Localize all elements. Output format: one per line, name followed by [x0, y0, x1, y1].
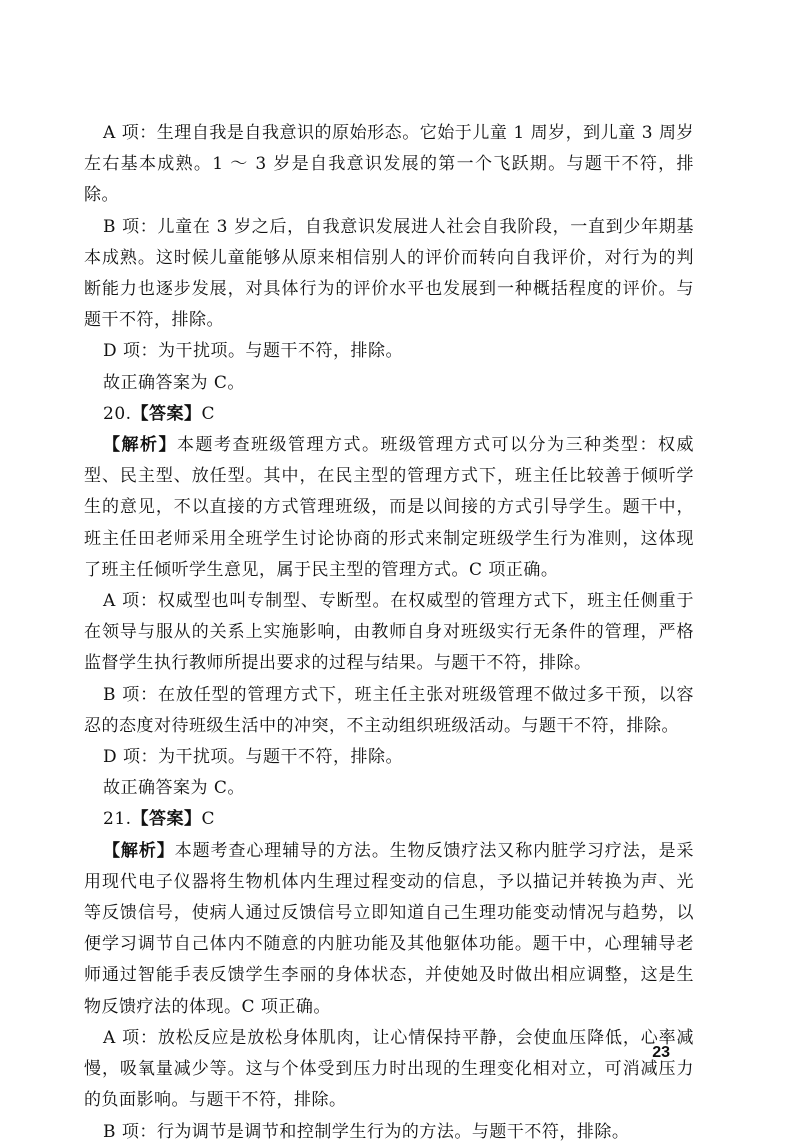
- page-number: 23: [652, 1044, 670, 1061]
- question-20-option-b: B 项：在放任型的管理方式下，班主任主张对班级管理不做过多干预，以容忍的态度对待班级生活中的冲突，不主动组织班级活动。与题干不符，排除。: [84, 684, 694, 736]
- paragraph-a-physical-self: A 项：生理自我是自我意识的原始形态。它始于儿童 1 周岁，到儿童 3 周岁左右基本成熟。1 ～ 3 岁是自我意识发展的第一个飞跃期。与题干不符，排除。: [84, 123, 694, 206]
- question-20-option-d: D 项：为干扰项。与题干不符，排除。: [103, 747, 404, 768]
- question-20-answer-label: 【答案】: [131, 403, 202, 424]
- question-20-summary: 故正确答案为 C。: [103, 778, 245, 799]
- question-21-answer-label: 【答案】: [131, 809, 202, 830]
- question-20-option-a: A 项：权威型也叫专制型、专断型。在权威型的管理方式下，班主任侧重于在领导与服从的关系上实施影响，由教师自身对班级实行无条件的管理，严格监督学生执行教师所提出要求的过程与结果。与题干不符，排除。: [84, 591, 694, 674]
- paragraph-b-social-self: B 项：儿童在 3 岁之后，自我意识发展进人社会自我阶段，一直到少年期基本成熟。这时候儿童能够从原来相信别人的评价而转向自我评价，对行为的判断能力也逐步发展，对具体行为的评价水平也发展到一种概括程度的评价。与题干不符，排除。: [84, 216, 694, 331]
- question-20-analysis-label: 【解析】: [103, 435, 177, 456]
- question-21-analysis: [84, 836, 694, 1023]
- question-21-option-b: B 项：行为调节是调节和控制学生行为的方法。与题干不符，排除。: [103, 1121, 630, 1142]
- paragraph-answer-summary: 故正确答案为 C。: [103, 372, 245, 393]
- question-21-answer-value: C: [201, 809, 216, 830]
- page-content: [84, 118, 694, 1148]
- question-20-number: 20.: [103, 403, 132, 424]
- paragraph-d-distractor: D 项：为干扰项。与题干不符，排除。: [103, 341, 404, 362]
- question-21-number: 21.: [103, 809, 132, 830]
- question-20-analysis-text: 本题考查班级管理方式。班级管理方式可以分为三种类型：权威型、民主型、放任型。其中，在民主型的管理方式下，班主任比较善于倾听学生的意见，不以直接的方式管理班级，而是以间接的方式引导学生。题干中，班主任田老师采用全班学生讨论协商的形式来制定班级学生行为准则，这体现了班主任倾听学生意见，属于民主型的管理方式。C 项正确。: [84, 435, 694, 580]
- question-20-analysis: [84, 430, 694, 586]
- question-21-analysis-label: 【解析】: [103, 840, 175, 861]
- question-21-analysis-text: 本题考查心理辅导的方法。生物反馈疗法又称内脏学习疗法，是采用现代电子仪器将生物机体内生理过程变动的信息，予以描记并转换为声、光等反馈信号，使病人通过反馈信号立即知道自己生理功能变动情况与趋势，以便学习调节自己体内不随意的内脏功能及其他躯体功能。题干中，心理辅导老师通过智能手表反馈学生李丽的身体状态，并使她及时做出相应调整，这是生物反馈疗法的体现。C 项正确。: [84, 840, 694, 1017]
- question-20-answer: [84, 399, 694, 430]
- question-20-answer-value: C: [201, 403, 216, 424]
- question-21-option-a: A 项：放松反应是放松身体肌肉，让心情保持平静，会使血压降低，心率减慢，吸氧量减少等。这与个体受到压力时出现的生理变化相对立，可消减压力的负面影响。与题干不符，排除。: [84, 1027, 694, 1111]
- question-21-answer: [84, 804, 694, 835]
